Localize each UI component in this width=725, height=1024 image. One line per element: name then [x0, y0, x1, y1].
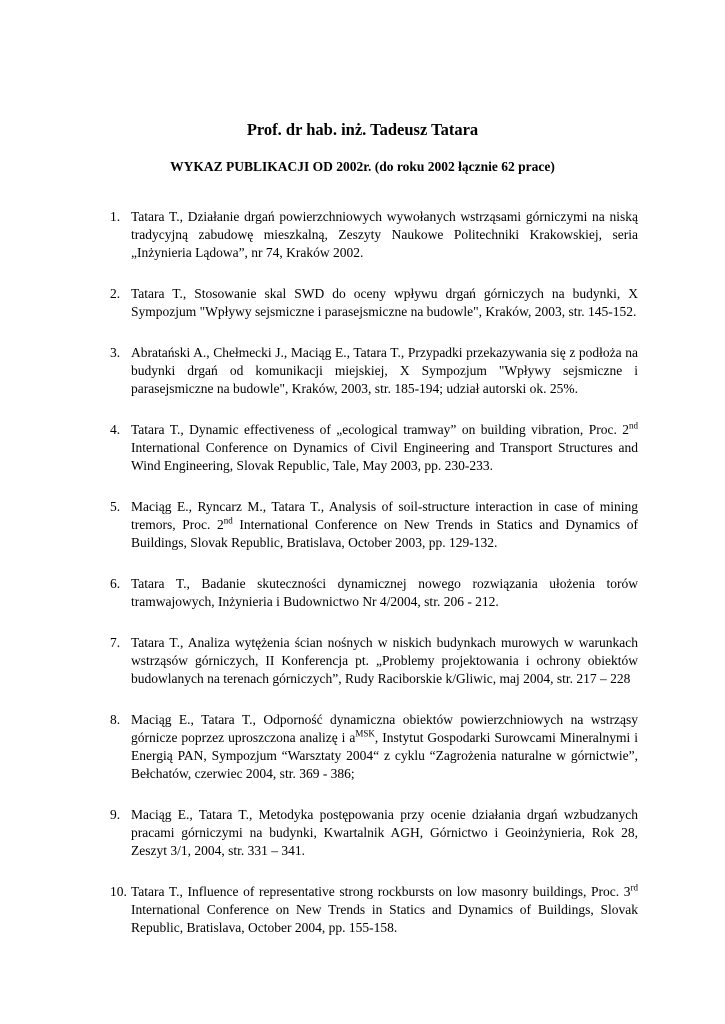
- publication-citation: [131, 421, 638, 475]
- publication-item: [0, 344, 725, 398]
- publication-item: [0, 634, 725, 688]
- page-subtitle: WYKAZ PUBLIKACJI OD 2002r. (do roku 2002 łącznie 62 prace): [170, 159, 555, 174]
- publication-number: 3.: [110, 345, 121, 360]
- publication-citation: [131, 806, 638, 860]
- citation-superscript: rd: [630, 882, 638, 893]
- publication-citation: [131, 344, 638, 398]
- publication-number: 1.: [110, 209, 121, 224]
- publication-number: 8.: [110, 712, 121, 727]
- citation-text: Maciąg E., Ryncarz M., Tatara T., Analysis of soil-structure interaction in case of mining tremors, Proc. 2: [131, 499, 638, 532]
- publication-item: [0, 421, 725, 475]
- citation-text: International Conference on New Trends in Statics and Dynamics of Buildings, Slovak Republic, Bratislava, October 2003, pp. 129-132.: [131, 517, 638, 550]
- publication-number: 6.: [110, 576, 121, 591]
- citation-text: Tatara T., Stosowanie skal SWD do oceny wpływu drgań górniczych na budynki, X Sympozjum "Wpływy sejsmiczne i parasejsmiczne na budowle", Kraków, 2003, str. 145-152.: [131, 286, 638, 319]
- publication-item: [0, 498, 725, 552]
- publication-list: [0, 208, 725, 960]
- citation-text: Tatara T., Działanie drgań powierzchniowych wywołanych wstrząsami górniczymi na niską tradycyjną zabudowę mieszkalną, Zeszyty Naukowe Politechniki Krakowskiej, seria „Inżynieria Lądowa”, nr 74, Kraków 2002.: [131, 209, 638, 260]
- publication-item: [0, 806, 725, 860]
- publication-citation: [131, 711, 638, 783]
- publication-citation: [131, 285, 638, 321]
- publication-item: [0, 711, 725, 783]
- page-title: Prof. dr hab. inż. Tadeusz Tatara: [246, 120, 479, 139]
- publication-citation: [131, 208, 638, 262]
- publication-number: 7.: [110, 635, 121, 650]
- citation-text: Abratański A., Chełmecki J., Maciąg E., Tatara T., Przypadki przekazywania się z podłoża na budynki drgań od komunikacji miejskiej, X Sympozjum "Wpływy sejsmiczne i parasejsmiczne na budowle", Kraków, 2003, str. 185-194; udział autorski ok. 25%.: [131, 345, 638, 396]
- citation-text: , Instytut Gospodarki Surowcami Mineralnymi i Energią PAN, Sympozjum “Warsztaty 2004“ z cyklu “Zagrożenia naturalne w górnictwie”, Bełchatów, czerwiec 2004, str. 369 - 386;: [131, 730, 639, 781]
- publication-item: [0, 575, 725, 611]
- publication-item: [0, 883, 725, 937]
- publication-citation: [131, 575, 638, 611]
- publication-number: 4.: [110, 422, 121, 437]
- publication-number: 2.: [110, 286, 121, 301]
- publication-citation: [131, 498, 638, 552]
- publication-citation: [131, 883, 638, 937]
- citation-superscript: MSK: [355, 728, 375, 739]
- citation-text: Tatara T., Influence of representative strong rockbursts on low masonry buildings, Proc. 3: [131, 884, 631, 899]
- citation-text: Tatara T., Dynamic effectiveness of „ecological tramway” on building vibration, Proc. 2: [131, 422, 629, 437]
- citation-text: International Conference on New Trends in Statics and Dynamics of Buildings, Slovak Republic, Bratislava, October 2004, pp. 155-158.: [131, 902, 638, 935]
- citation-superscript: nd: [223, 515, 233, 526]
- citation-text: Tatara T., Analiza wytężenia ścian nośnych w niskich budynkach murowych w warunkach wstrząsów górniczych, II Konferencja pt. „Problemy projektowania i ochrony obiektów budowlanych na terenach górniczych”, Rudy Raciborskie k/Gliwic, maj 2004, str. 217 – 228: [131, 635, 638, 686]
- citation-text: International Conference on Dynamics of Civil Engineering and Transport Structures and Wind Engineering, Slovak Republic, Tale, May 2003, pp. 230-233.: [131, 440, 638, 473]
- citation-text: Maciąg E., Tatara T., Metodyka postępowania przy ocenie działania drgań wzbudzanych pracami górniczymi na budynki, Kwartalnik AGH, Górnictwo i Geoinżynieria, Rok 28, Zeszyt 3/1, 2004, str. 331 – 341.: [131, 807, 638, 858]
- citation-text: Tatara T., Badanie skuteczności dynamicznej nowego rozwiązania ułożenia torów tramwajowych, Inżynieria i Budownictwo Nr 4/2004, str. 206 - 212.: [131, 576, 638, 609]
- citation-superscript: nd: [629, 420, 638, 431]
- citation-text: Maciąg E., Tatara T., Odporność dynamiczna obiektów powierzchniowych na wstrząsy górnicze poprzez uproszczona analizę i a: [131, 712, 638, 745]
- publication-item: [0, 208, 725, 262]
- publication-number: 5.: [110, 499, 121, 514]
- publication-item: [0, 285, 725, 321]
- publication-number: 9.: [110, 807, 121, 822]
- publication-number: 10.: [110, 884, 127, 899]
- publication-citation: [131, 634, 638, 688]
